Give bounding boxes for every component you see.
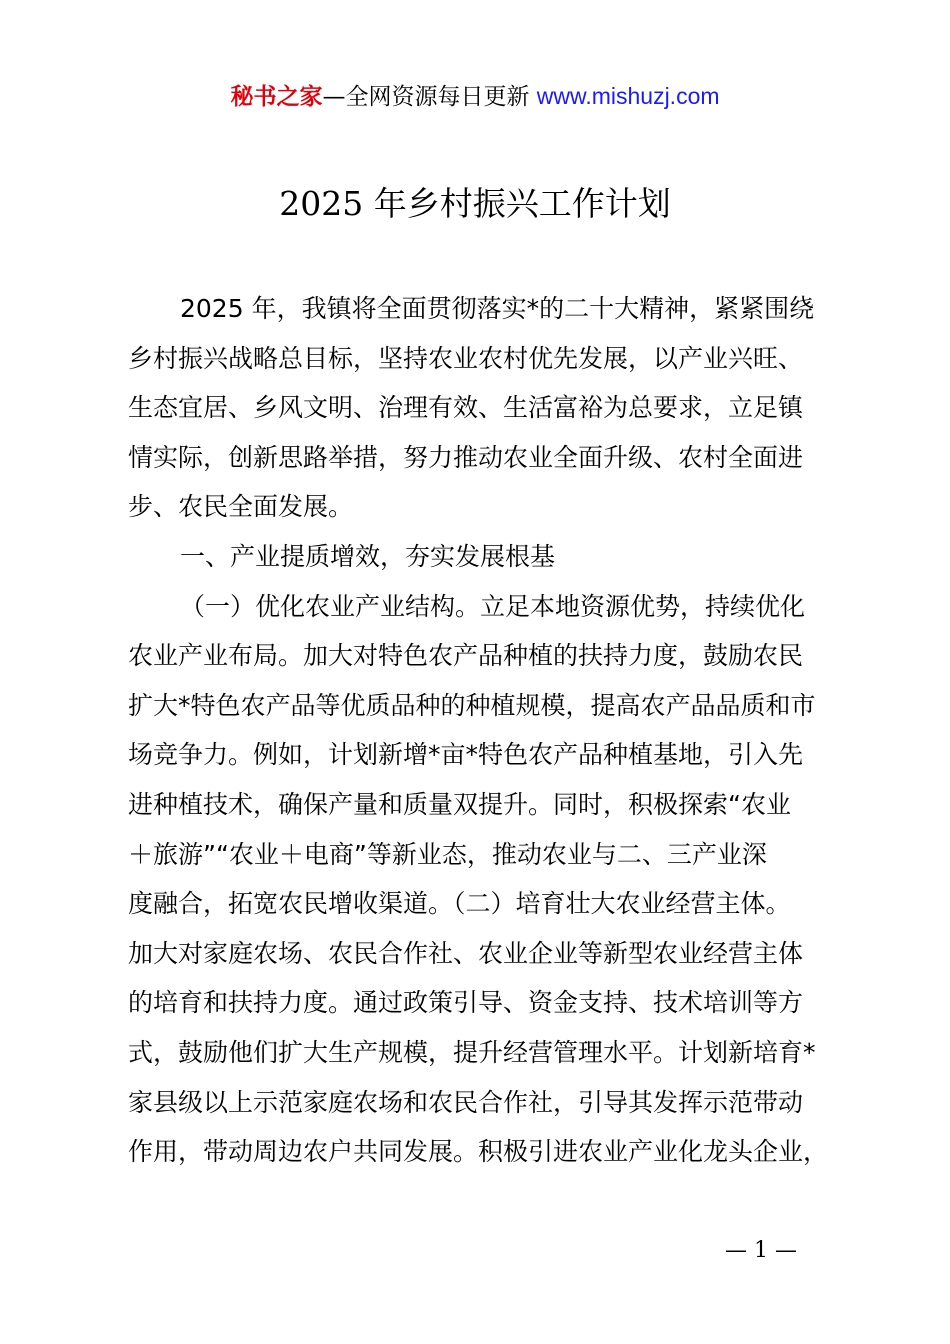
section-heading: 一、产业提质增效，夯实发展根基 [180,541,556,571]
body-line: 步、农民全面发展。 [128,492,354,522]
body-line: 家县级以上示范家庭农场和农民合作社，引导其发挥示范带动 [128,1087,804,1117]
page-number: — 1 — [725,1238,797,1263]
body-line: 式，鼓励他们扩大生产规模，提升经营管理水平。计划新培育* [128,1037,816,1067]
body-line: 加大对家庭农场、农民合作社、农业企业等新型农业经营主体 [128,938,804,968]
body-line: ＋旅游”“农业＋电商”等新业态，推动农业与二、三产业深 [128,839,767,869]
body-line: 扩大*特色农产品等优质品种的种植规模，提高农产品品质和市 [128,690,816,720]
site-url[interactable]: www.mishuzj.com [536,83,720,109]
body-line: 作用，带动周边农户共同发展。积极引进农业产业化龙头企业， [128,1137,829,1167]
body-line: 度融合，拓宽农民增收渠道。（二）培育壮大农业经营主体。 [128,889,791,919]
site-brand: 秘书之家 [230,84,323,110]
body-line: 2025 年，我镇将全面贯彻落实*的二十大精神，紧紧围绕 [180,294,815,323]
body-line: 农业产业布局。加大对特色农产品种植的扶持力度，鼓励农民 [128,641,804,671]
body-line: 进种植技术，确保产量和质量双提升。同时，积极探索“农业 [128,789,791,819]
site-header [0,80,950,113]
body-line: 乡村振兴战略总目标，坚持农业农村优先发展，以产业兴旺、 [128,343,804,373]
body-line: （一）优化农业产业结构。立足本地资源优势，持续优化 [180,591,806,621]
body-line: 情实际，创新思路举措，努力推动农业全面升级、农村全面进 [128,442,804,472]
document-body [128,284,838,1177]
body-line: 生态宜居、乡风文明、治理有效、生活富裕为总要求，立足镇 [128,393,804,423]
body-line: 的培育和扶持力度。通过政策引导、资金支持、技术培训等方 [128,988,804,1018]
site-tagline: —全网资源每日更新 [322,84,537,110]
body-line: 场竞争力。例如，计划新增*亩*特色农产品种植基地，引入先 [128,740,804,770]
document-title: 2025 年乡村振兴工作计划 [279,184,671,223]
